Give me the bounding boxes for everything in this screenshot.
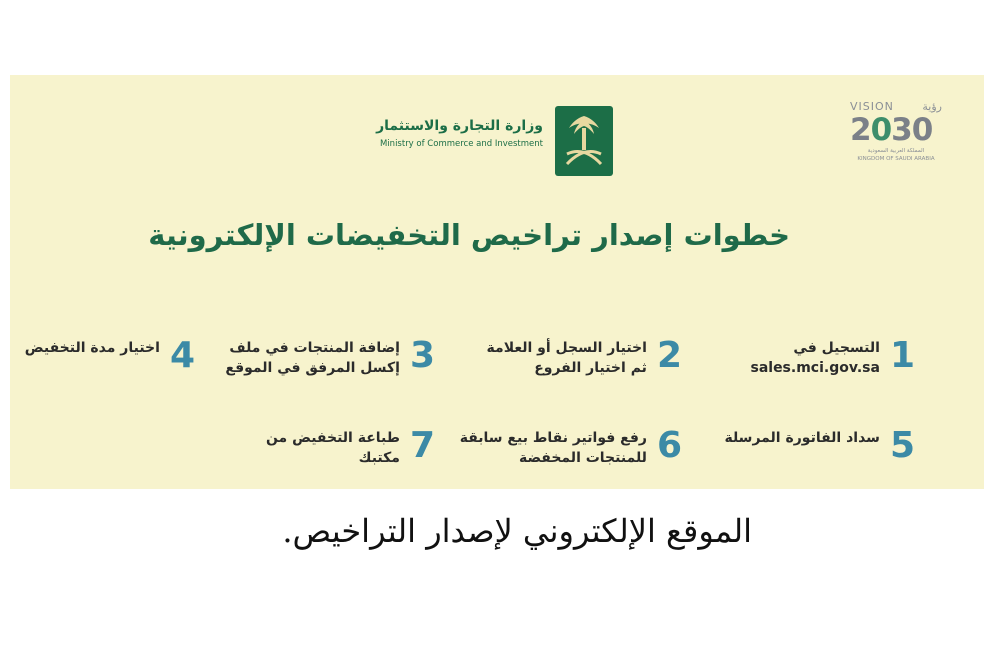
step-text-line2: ثم اختيار الفروع xyxy=(534,360,647,376)
step-number: 5 xyxy=(889,425,915,466)
step-text-line1: طباعة التخفيض من xyxy=(265,430,400,446)
step-text-line1: رفع فواتير نقاط بيع سابقة xyxy=(459,430,647,446)
step-text-line2: إكسل المرفق في الموقع xyxy=(225,360,400,376)
step-5 xyxy=(724,425,915,466)
step-7 xyxy=(265,425,435,468)
palm-swords-emblem-icon xyxy=(555,106,613,176)
step-1 xyxy=(750,335,915,378)
step-text-line1: اختيار مدة التخفيض xyxy=(24,340,160,356)
step-number: 1 xyxy=(889,335,915,376)
infographic-title: خطوات إصدار تراخيص التخفيضات الإلكترونية xyxy=(148,218,790,252)
step-text-line2: مكتبك xyxy=(358,450,400,466)
step-text-line1: إضافة المنتجات في ملف xyxy=(229,340,400,356)
step-number: 3 xyxy=(409,335,435,376)
step-number: 6 xyxy=(656,425,682,466)
step-link-text: sales.mci.gov.sa xyxy=(750,360,880,376)
step-number: 2 xyxy=(656,335,682,376)
step-6 xyxy=(459,425,682,468)
image-caption: الموقع الإلكتروني لإصدار التراخيص. xyxy=(282,512,752,550)
vision-subtitle-en: KINGDOM OF SAUDI ARABIA xyxy=(857,156,935,162)
step-text-line1: سداد الفاتورة المرسلة xyxy=(724,430,880,446)
ministry-name xyxy=(368,118,543,149)
vision-label-ar: رؤية xyxy=(922,100,942,113)
vision-2030-logo xyxy=(850,100,942,182)
step-2 xyxy=(486,335,682,378)
ministry-name-ar: وزارة التجارة والاستثمار xyxy=(376,118,543,134)
step-text-line2: للمنتجات المخفضة xyxy=(518,450,647,466)
step-number: 7 xyxy=(409,425,435,466)
vision-year: 2030 xyxy=(850,112,933,148)
ministry-name-en: Ministry of Commerce and Investment xyxy=(379,139,543,149)
step-number: 4 xyxy=(169,335,195,376)
step-4 xyxy=(24,335,195,376)
step-3 xyxy=(225,335,435,378)
step-text-line1: اختيار السجل أو العلامة xyxy=(486,340,647,356)
vision-subtitle-ar: المملكة العربية السعودية xyxy=(867,148,925,154)
step-text-line1: التسجيل في xyxy=(793,340,880,356)
vision-label-en: VISION xyxy=(850,100,894,113)
